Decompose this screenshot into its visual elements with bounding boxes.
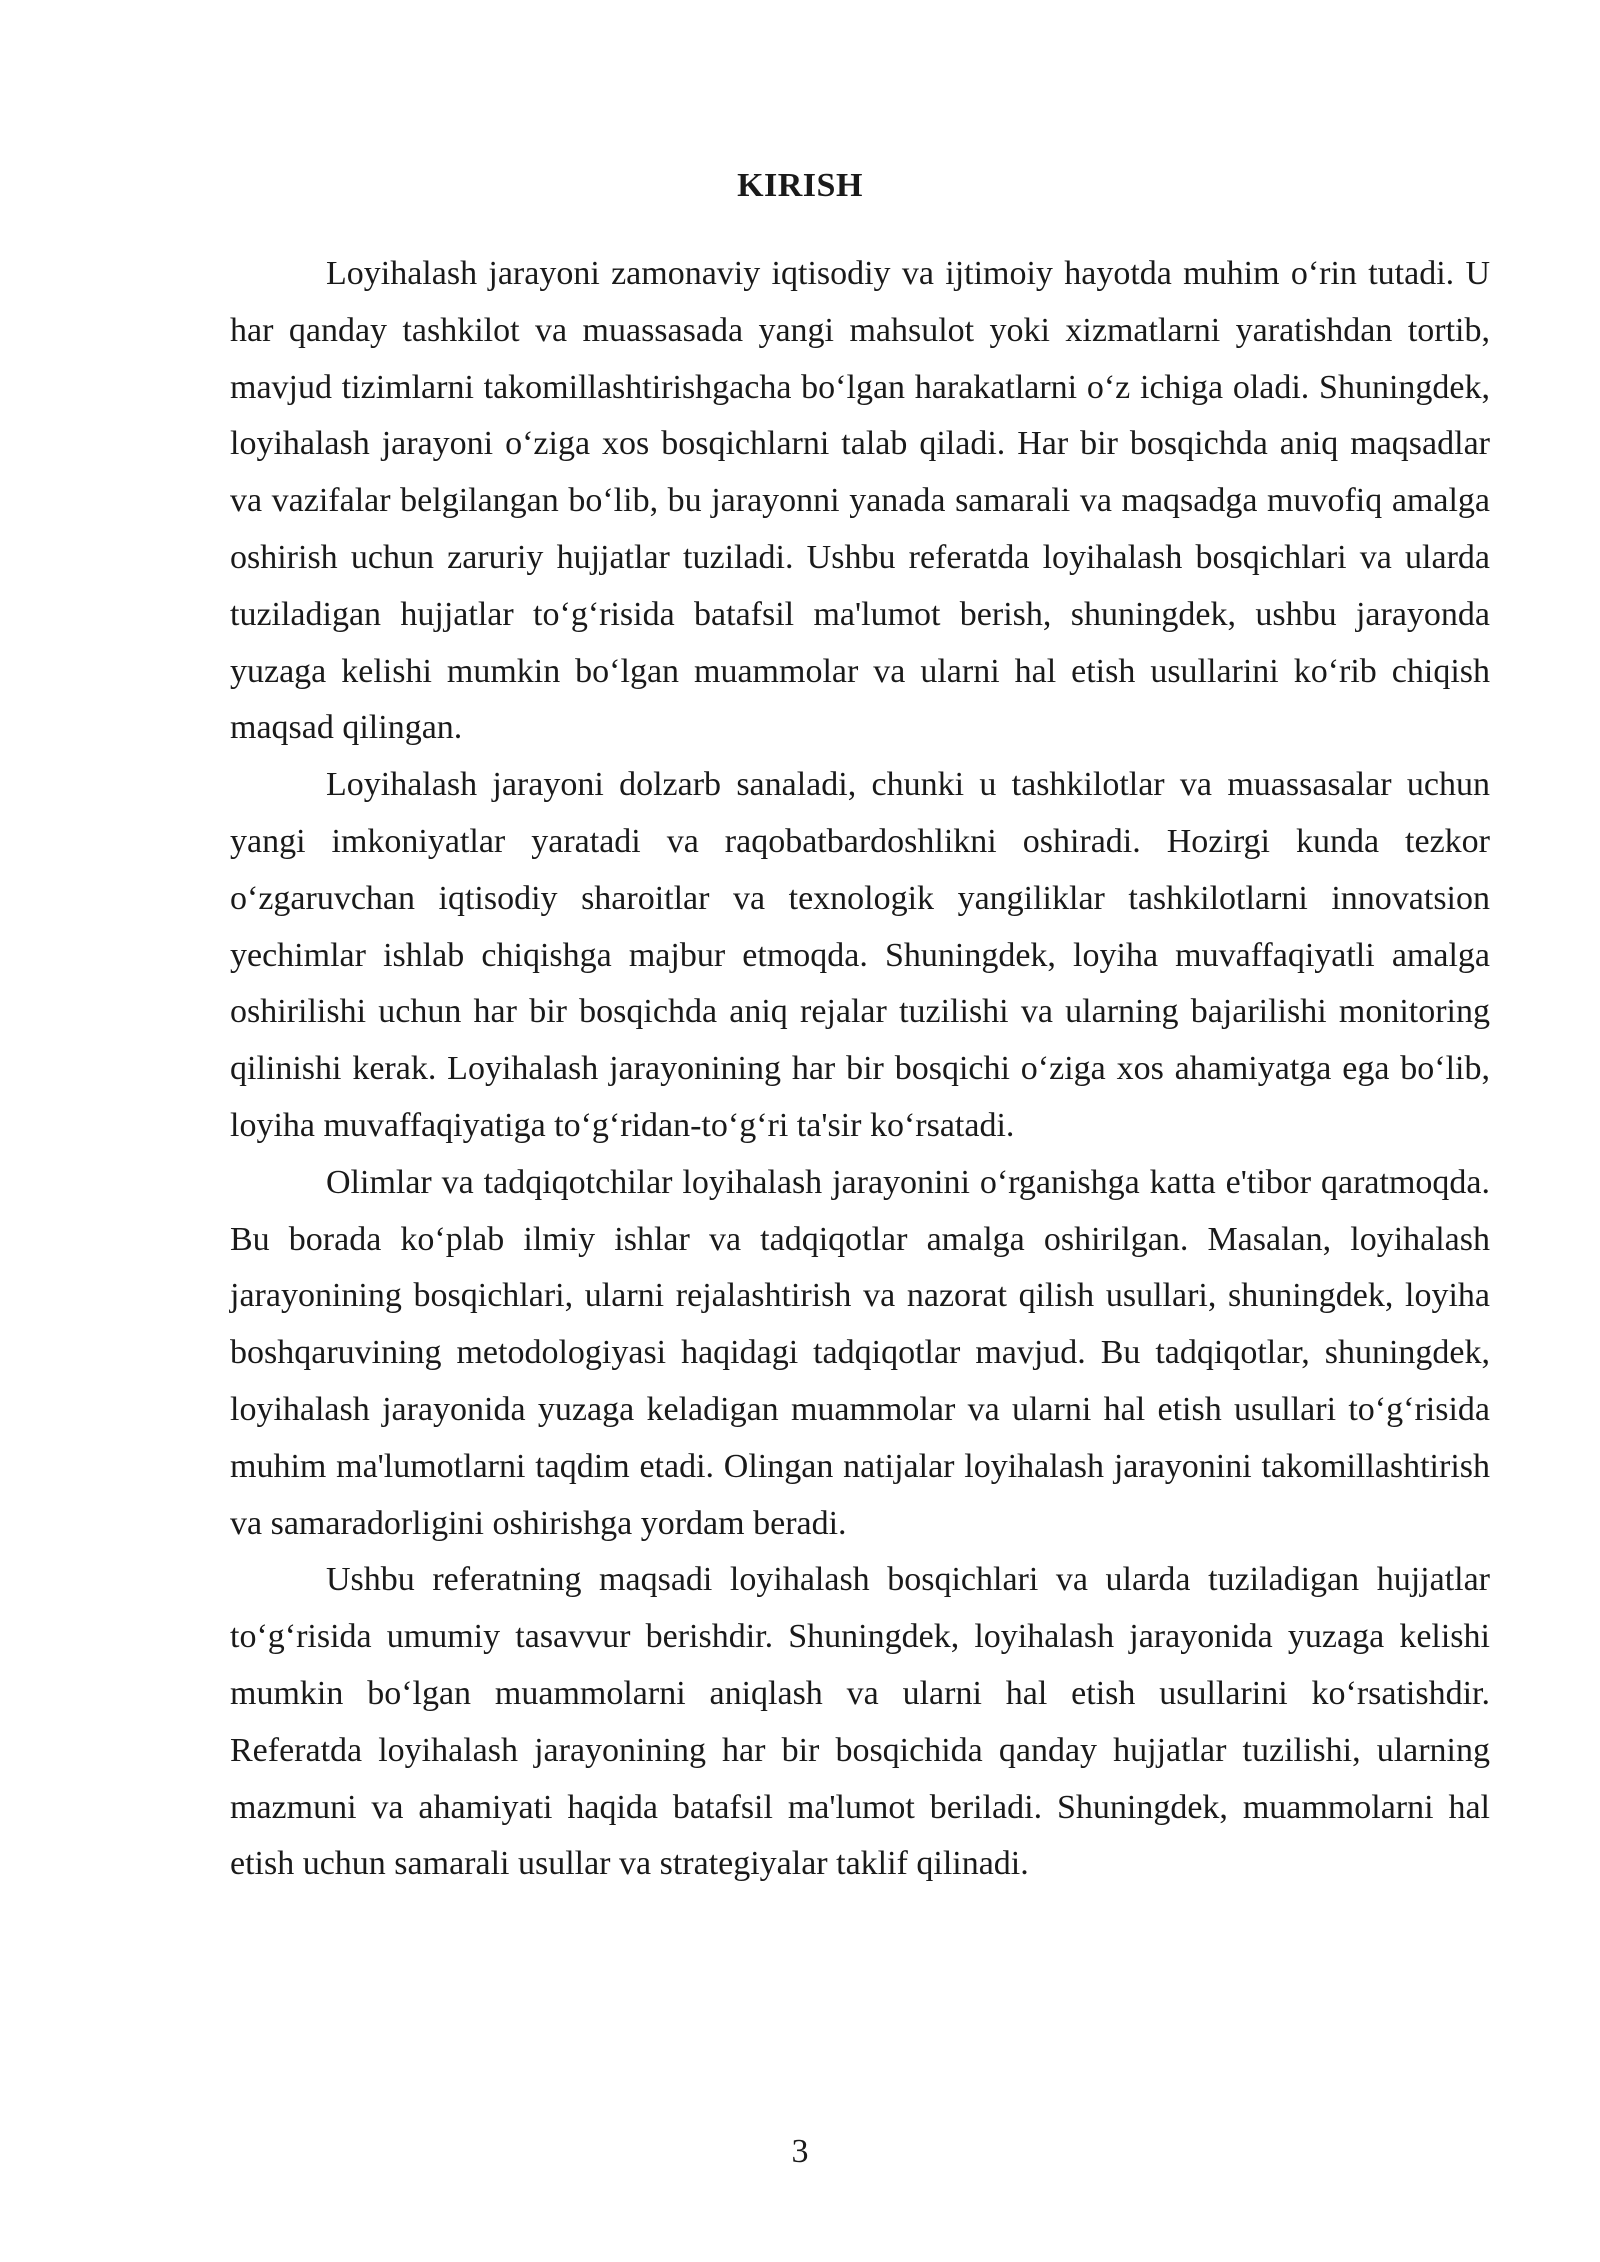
- paragraph-3: Olimlar va tadqiqotchilar loyihalash jarayonini o‘rganishga katta e'tibor qaratmoqda. Bu borada ko‘plab ilmiy ishlar va tadqiqotlar amalga oshirilgan. Masalan, loyihalash jarayonining bosqichlari, ularni rejalashtirish va nazorat qilish usullari, shuningdek, loyiha boshqaruvining metodologiyasi haqidagi tadqiqotlar mavjud. Bu tadqiqotlar, shuningdek, loyihalash jarayonida yuzaga keladigan muammolar va ularni hal etish usullari to‘g‘risida muhim ma'lumotlarni taqdim etadi. Olingan natijalar loyihalash jarayonini takomillashtirish va samaradorligini oshirishga yordam beradi.: [230, 1163, 1490, 1542]
- body-text: [230, 246, 1490, 1893]
- paragraph-1: Loyihalash jarayoni zamonaviy iqtisodiy va ijtimoiy hayotda muhim o‘rin tutadi. U har qanday tashkilot va muassasada yangi mahsulot yoki xizmatlarni yaratishdan tortib, mavjud tizimlarni takomillashtirishgacha bo‘lgan harakatlarni o‘z ichiga oladi. Shuningdek, loyihalash jarayoni o‘ziga xos bosqichlarni talab qiladi. Har bir bosqichda aniq maqsadlar va vazifalar belgilangan bo‘lib, bu jarayonni yanada samarali va maqsadga muvofiq amalga oshirish uchun zaruriy hujjatlar tuziladi. Ushbu referatda loyihalash bosqichlari va ularda tuziladigan hujjatlar to‘g‘risida batafsil ma'lumot berish, shuningdek, ushbu jarayonda yuzaga kelishi mumkin bo‘lgan muammolar va ularni hal etish usullarini ko‘rib chiqish maqsad qilingan.: [230, 255, 1490, 747]
- page-number: 3: [791, 2133, 809, 2170]
- paragraph-2: Loyihalash jarayoni dolzarb sanaladi, chunki u tashkilotlar va muassasalar uchun yangi imkoniyatlar yaratadi va raqobatbardoshlikni oshiradi. Hozirgi kunda tezkor o‘zgaruvchan iqtisodiy sharoitlar va texnologik yangiliklar tashkilotlarni innovatsion yechimlar ishlab chiqishga majbur etmoqda. Shuningdek, loyiha muvaffaqiyatli amalga oshirilishi uchun har bir bosqichda aniq rejalar tuzilishi va ularning bajarilishi monitoring qilinishi kerak. Loyihalash jarayonining har bir bosqichi o‘ziga xos ahamiyatga ega bo‘lib, loyiha muvaffaqiyatiga to‘g‘ridan-to‘g‘ri ta'sir ko‘rsatadi.: [230, 766, 1490, 1144]
- section-title: KIRISH: [737, 167, 863, 204]
- paragraph-4: Ushbu referatning maqsadi loyihalash bosqichlari va ularda tuziladigan hujjatlar to‘g‘risida umumiy tasavvur berishdir. Shuningdek, loyihalash jarayonida yuzaga kelishi mumkin bo‘lgan muammolarni aniqlash va ularni hal etish usullarini ko‘rsatishdir. Referatda loyihalash jarayonining har bir bosqichida qanday hujjatlar tuzilishi, ularning mazmuni va ahamiyati haqida batafsil ma'lumot beriladi. Shuningdek, muammolarni hal etish uchun samarali usullar va strategiyalar taklif qilinadi.: [230, 1561, 1490, 1883]
